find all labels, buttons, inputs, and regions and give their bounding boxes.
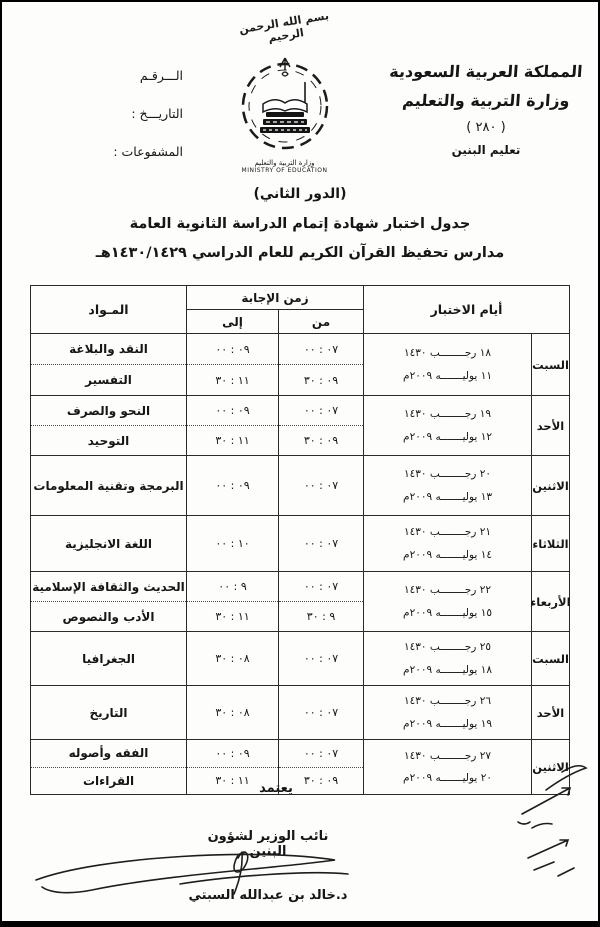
from-times bbox=[278, 572, 363, 631]
from-times bbox=[278, 632, 363, 685]
to-times bbox=[186, 572, 278, 631]
ministry-name: وزارة التربية والتعليم bbox=[401, 91, 571, 110]
subject: التفسير bbox=[31, 364, 186, 395]
to-times bbox=[186, 516, 278, 571]
to-times bbox=[186, 396, 278, 455]
time-to: ١١ : ٣٠ bbox=[187, 601, 278, 631]
time-to: ٠٩ : ٠٠ bbox=[215, 342, 250, 356]
exam-date bbox=[363, 686, 531, 739]
exam-day: الاثنين bbox=[531, 740, 569, 794]
time-from: ٠٧ : ٠٠ bbox=[303, 652, 339, 665]
subject: القراءات bbox=[31, 767, 186, 795]
time-to: ٠٨ : ٣٠ bbox=[215, 706, 250, 719]
header-answer-time bbox=[186, 286, 363, 333]
header-subjects: المـواد bbox=[88, 302, 129, 317]
subject: البرمجة وتقنية المعلومات bbox=[33, 478, 184, 493]
time-from: ٠٧ : ٠٠ bbox=[303, 537, 339, 550]
time-to: ٩ : ٠٠ bbox=[218, 580, 247, 593]
exam-day: الأربعاء bbox=[531, 572, 569, 631]
subjects bbox=[31, 516, 186, 571]
ministry-emblem-icon bbox=[233, 54, 337, 154]
letterhead-left bbox=[58, 68, 183, 182]
date-label: التاريـــخ : bbox=[131, 106, 183, 121]
kingdom-name: المملكة العربية السعودية bbox=[388, 62, 584, 81]
table-row bbox=[31, 456, 569, 516]
exam-date bbox=[363, 456, 531, 515]
department-name: تعليم البنين bbox=[451, 143, 521, 157]
hijri-date: ٢٢ رجــــــــب ١٤٣٠ bbox=[404, 584, 491, 597]
to-times bbox=[186, 456, 278, 515]
hijri-date: ٢٠ رجــــــــب ١٤٣٠ bbox=[404, 468, 491, 481]
bismillah-calligraphy: بسم الله الرحمن الرحيم bbox=[238, 9, 330, 45]
time-from: ٠٩ : ٣٠ bbox=[279, 425, 363, 455]
table-row bbox=[31, 572, 569, 632]
exam-date bbox=[363, 632, 531, 685]
exam-schedule-table bbox=[30, 285, 570, 795]
subject: الجغرافيا bbox=[82, 651, 135, 666]
from-times bbox=[278, 516, 363, 571]
to-times bbox=[186, 632, 278, 685]
schedule-title: جدول اختبار شهادة إتمام الدراسة الثانوية العامة bbox=[129, 216, 471, 232]
table-row bbox=[31, 396, 569, 456]
ministry-emblem bbox=[222, 54, 347, 174]
gregorian-date: ٢٠ يوليـــــــه ٢٠٠٩م bbox=[403, 772, 492, 784]
table-row bbox=[31, 334, 569, 396]
table-header bbox=[31, 286, 569, 334]
exam-date bbox=[363, 516, 531, 571]
subjects bbox=[31, 686, 186, 739]
exam-day: الاثنين bbox=[531, 456, 569, 515]
to-times bbox=[186, 686, 278, 739]
subject: اللغة الانجليزية bbox=[65, 536, 152, 551]
official-signature-icon bbox=[30, 840, 352, 910]
approval-label: يعتمد bbox=[259, 781, 293, 796]
header-answer-time-label: زمن الإجابة bbox=[187, 286, 363, 310]
hijri-date: ٢٧ رجــــــــب ١٤٣٠ bbox=[404, 749, 491, 762]
hijri-date: ٢٥ رجــــــــب ١٤٣٠ bbox=[404, 641, 491, 654]
hijri-date: ١٩ رجــــــــب ١٤٣٠ bbox=[404, 408, 491, 421]
exam-date bbox=[363, 396, 531, 455]
hijri-date: ١٨ رجــــــــب ١٤٣٠ bbox=[404, 347, 491, 360]
exam-day: الأحد bbox=[531, 396, 569, 455]
subject: الفقه وأصوله bbox=[68, 746, 149, 761]
subject: الأدب والنصوص bbox=[31, 601, 186, 631]
subject: التاريخ bbox=[89, 705, 128, 720]
exam-date bbox=[363, 572, 531, 631]
letterhead-right bbox=[388, 62, 584, 157]
document-number: ( ٢٨٠ ) bbox=[466, 120, 506, 135]
document-title-block bbox=[2, 186, 598, 261]
subject: التوحيد bbox=[31, 425, 186, 455]
subjects bbox=[31, 740, 186, 794]
time-from: ٠٩ : ٣٠ bbox=[279, 364, 363, 395]
gregorian-date: ١٩ يوليـــــــه ٢٠٠٩م bbox=[403, 717, 492, 730]
gregorian-date: ١٣ يوليـــــــه ٢٠٠٩م bbox=[403, 490, 492, 503]
exam-date bbox=[363, 334, 531, 395]
gregorian-date: ١٨ يوليـــــــه ٢٠٠٩م bbox=[403, 663, 492, 676]
time-from: ٠٧ : ٠٠ bbox=[303, 706, 339, 719]
exam-day: الثلاثاء bbox=[531, 516, 569, 571]
time-to: ٠٩ : ٠٠ bbox=[215, 746, 250, 760]
schools-year-title: مدارس تحفيظ القرآن الكريم للعام الدراسي ١٤٣٠/١٤٢٩هـ bbox=[95, 245, 505, 261]
subject: النقد والبلاغة bbox=[69, 342, 148, 356]
subjects bbox=[31, 396, 186, 455]
subject: النحو والصرف bbox=[66, 403, 151, 418]
time-from: ٠٧ : ٠٠ bbox=[303, 580, 339, 593]
number-label: الـــرقـم bbox=[139, 68, 183, 83]
time-to: ١١ : ٣٠ bbox=[187, 425, 278, 455]
gregorian-date: ١١ يوليـــــــه ٢٠٠٩م bbox=[403, 369, 492, 382]
hijri-date: ٢٦ رجــــــــب ١٤٣٠ bbox=[404, 695, 491, 708]
table-row bbox=[31, 632, 569, 686]
emblem-caption-english: MINISTRY OF EDUCATION bbox=[241, 167, 328, 174]
time-from: ٠٧ : ٠٠ bbox=[303, 404, 339, 417]
exam-day: السبت bbox=[531, 334, 569, 395]
exam-day: الأحد bbox=[531, 686, 569, 739]
time-from: ٠٩ : ٣٠ bbox=[279, 767, 363, 795]
time-from: ٠٧ : ٠٠ bbox=[303, 342, 339, 356]
time-to: ١١ : ٣٠ bbox=[187, 767, 278, 795]
header-exam-days: أيام الاختبار bbox=[363, 286, 569, 333]
subjects bbox=[31, 572, 186, 631]
time-from: ٠٧ : ٠٠ bbox=[303, 746, 339, 760]
gregorian-date: ١٤ يوليـــــــه ٢٠٠٩م bbox=[403, 548, 492, 561]
from-times bbox=[278, 396, 363, 455]
gregorian-date: ١٥ يوليـــــــه ٢٠٠٩م bbox=[403, 606, 492, 619]
subjects bbox=[31, 632, 186, 685]
gregorian-date: ١٢ يوليـــــــه ٢٠٠٩م bbox=[403, 430, 492, 443]
to-times bbox=[186, 334, 278, 395]
table-row bbox=[31, 686, 569, 740]
subjects bbox=[31, 334, 186, 395]
time-from: ٩ : ٣٠ bbox=[279, 601, 363, 631]
time-from: ٠٧ : ٠٠ bbox=[303, 479, 339, 492]
attachments-label: المشفوعات : bbox=[113, 144, 183, 159]
handwritten-marks-icon bbox=[504, 758, 598, 888]
exam-day: السبت bbox=[531, 632, 569, 685]
time-to: ٠٩ : ٠٠ bbox=[215, 404, 250, 417]
time-to: ١١ : ٣٠ bbox=[187, 364, 278, 395]
from-times bbox=[278, 334, 363, 395]
hijri-date: ٢١ رجــــــــب ١٤٣٠ bbox=[404, 526, 491, 539]
from-times bbox=[278, 456, 363, 515]
subject: الحديث والثقافة الإسلامية bbox=[32, 579, 185, 594]
time-to: ٠٨ : ٣٠ bbox=[215, 652, 250, 665]
subjects bbox=[31, 456, 186, 515]
header-from: من bbox=[278, 310, 363, 333]
time-to: ٠٩ : ٠٠ bbox=[215, 479, 250, 492]
from-times bbox=[278, 686, 363, 739]
exam-round-title: (الدور الثاني) bbox=[253, 186, 347, 202]
signatory-title: نائب الوزير لشؤون البنين bbox=[207, 829, 329, 859]
signatory-name: د.خالد بن عبدالله السبتي bbox=[188, 888, 348, 903]
table-row bbox=[31, 516, 569, 572]
time-to: ١٠ : ٠٠ bbox=[215, 537, 250, 550]
header-to: إلى bbox=[222, 314, 243, 329]
emblem-caption-arabic: وزارة التربية والتعليم bbox=[254, 159, 315, 167]
